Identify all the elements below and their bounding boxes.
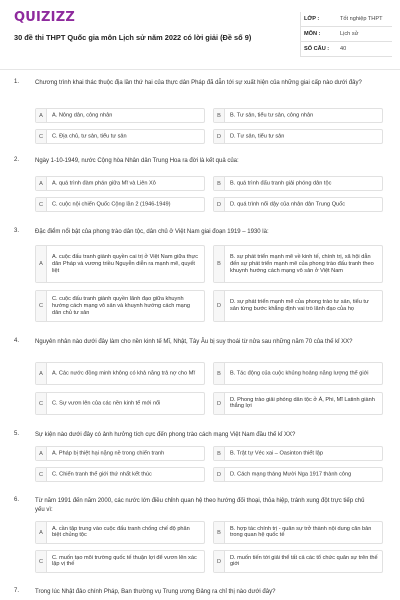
option-c[interactable] — [35, 550, 205, 573]
option-letter: B — [214, 109, 225, 122]
option-letter: B — [214, 522, 225, 543]
option-letter: B — [214, 363, 225, 384]
option-letter: C — [36, 130, 47, 143]
option-letter: D — [214, 198, 225, 211]
logo-text: QUIZIZZ — [14, 9, 75, 25]
document-title: 30 đề thi THPT Quốc gia môn Lịch sử năm 2022 có lời giải (Đề số 9) — [14, 33, 252, 42]
meta-divider — [300, 12, 301, 57]
option-c[interactable] — [35, 392, 205, 415]
question-number: 3. — [14, 228, 20, 234]
option-letter: B — [214, 246, 225, 282]
meta-row-subject — [300, 27, 392, 42]
option-b[interactable] — [213, 176, 383, 191]
question-number: 1. — [14, 79, 20, 85]
option-text: A. cần tập trung vào cuộc đấu tranh chống chế độ phân biệt chủng tộc — [52, 525, 190, 539]
option-text: D. Phong trào giải phóng dân tộc ở Á, Phi, Mĩ Latinh giành thắng lợi — [230, 396, 375, 410]
option-text: A. Các nước đồng minh không có khả năng trả nợ cho Mĩ — [52, 370, 195, 377]
option-text: A. quá trình đàm phán giữa Mĩ và Liên Xô — [52, 180, 156, 187]
option-c[interactable] — [35, 197, 205, 212]
question-text: Đặc điểm nổi bật của phong trào dân tộc, dân chủ ở Việt Nam giai đoạn 1919 – 1930 là: — [35, 229, 269, 235]
option-d[interactable] — [213, 550, 383, 573]
option-text: A. Pháp bị thiệt hại nặng nề trong chiến tranh — [52, 450, 165, 457]
quizizz-logo — [14, 10, 75, 24]
option-b[interactable] — [213, 108, 383, 123]
subject-label: MÔN : — [304, 31, 321, 37]
option-letter: D — [214, 468, 225, 481]
option-letter: A — [36, 447, 47, 460]
page-header — [0, 0, 400, 66]
option-text: B. Tác động của cuộc khủng hoảng năng lượng thế giới — [230, 370, 369, 377]
option-letter: D — [214, 291, 225, 321]
option-letter: C — [36, 551, 47, 572]
option-d[interactable] — [213, 129, 383, 144]
option-text: C. Sự vươn lên của các nền kinh tế mới nổi — [52, 400, 161, 407]
option-text: B. quá trình đấu tranh giải phóng dân tộc — [230, 180, 332, 187]
option-text: B. Tư sản, tiểu tư sản, công nhân — [230, 112, 314, 119]
question-text: Từ năm 1991 đến năm 2000, các nước lớn điều chỉnh quan hệ theo hướng đối thoại, thỏa hiệp, tránh xung đột trực tiếp chủ yếu vì: — [35, 498, 365, 513]
option-text: D. Cách mạng tháng Mười Nga 1917 thành công — [230, 471, 352, 478]
question-text: Nguyên nhân nào dưới đây làm cho nền kinh tế Mĩ, Nhật, Tây Âu bị suy thoái từ nửa sau những năm 70 của thế kỉ XX? — [35, 339, 353, 345]
option-letter: B — [214, 177, 225, 190]
question-number: 6. — [14, 497, 20, 503]
option-a[interactable] — [35, 245, 205, 283]
option-letter: D — [214, 393, 225, 414]
subject-value: Lịch sử — [340, 31, 359, 37]
option-d[interactable] — [213, 392, 383, 415]
meta-row-class — [300, 12, 392, 27]
option-text: D. sự phát triển mạnh mẽ của phong trào tư sản, tiểu tư sản từng bước khẳng định vai trò lãnh đạo của họ — [230, 299, 369, 312]
option-a[interactable] — [35, 362, 205, 385]
option-text: B. sự phát triển mạnh mẽ về kinh tế, chính trị, xã hội dẫn đến sự phát triển mạnh mẽ của phong trào đấu tranh theo khuynh hướng cách mạng vô sản ở Việt Nam — [230, 253, 374, 274]
class-label: LỚP : — [304, 16, 320, 22]
option-letter: A — [36, 363, 47, 384]
question-text: Chương trình khai thác thuộc địa lần thứ hai của thực dân Pháp đã dẫn tới sự xuất hiện của những giai cấp nào dưới đây? — [35, 80, 362, 86]
option-text: C. cuộc nội chiến Quốc Cộng lần 2 (1946-1949) — [52, 201, 171, 208]
option-letter: A — [36, 522, 47, 543]
option-a[interactable] — [35, 108, 205, 123]
meta-table — [300, 12, 392, 57]
option-letter: B — [214, 447, 225, 460]
option-d[interactable] — [213, 197, 383, 212]
option-letter: C — [36, 393, 47, 414]
option-letter: C — [36, 468, 47, 481]
option-letter: C — [36, 291, 47, 321]
option-text: D. muốn tiến tới giải thể tất cả các tổ chức quân sự trên thế giới — [230, 554, 378, 568]
header-divider — [0, 69, 400, 70]
option-letter: A — [36, 109, 47, 122]
option-c[interactable] — [35, 129, 205, 144]
option-text: D. quá trình nổi dậy của nhân dân Trung Quốc — [230, 201, 346, 208]
option-c[interactable] — [35, 290, 205, 322]
option-text: D. Tư sản, tiểu tư sản — [230, 133, 285, 140]
question-number: 7. — [14, 588, 20, 594]
option-c[interactable] — [35, 467, 205, 482]
option-d[interactable] — [213, 290, 383, 322]
option-letter: A — [36, 177, 47, 190]
option-text: A. cuộc đấu tranh giành quyền cai trị ở Việt Nam giữa thực dân Pháp và vương triều Nguyễn diễn ra mạnh mẽ, quyết liệt — [52, 253, 199, 274]
option-letter: C — [36, 198, 47, 211]
option-a[interactable] — [35, 176, 205, 191]
option-a[interactable] — [35, 521, 205, 544]
option-b[interactable] — [213, 245, 383, 283]
option-letter: A — [36, 246, 47, 282]
question-number: 4. — [14, 338, 20, 344]
option-text: C. Địa chủ, tư sản, tiểu tư sản — [52, 133, 127, 140]
option-text: A. Nông dân, công nhân — [52, 112, 113, 119]
option-d[interactable] — [213, 467, 383, 482]
question-text: Sự kiện nào dưới đây có ảnh hưởng tích cực đến phong trào cách mạng Việt Nam đầu thế kỉ XX? — [35, 432, 296, 438]
option-text: C. cuộc đấu tranh giành quyền lãnh đạo giữa khuynh hướng cách mạng vô sản và khuynh hướng cách mạng dân chủ tư sản — [52, 295, 190, 316]
option-text: C. muốn tạo môi trường quốc tế thuận lợi để vươn lên xác lập vị thế — [52, 554, 197, 568]
option-b[interactable] — [213, 446, 383, 461]
question-text: Trong lúc Nhật đảo chính Pháp, Ban thường vụ Trung ương Đảng ra chỉ thị nào dưới đây? — [35, 589, 276, 595]
option-letter: D — [214, 130, 225, 143]
option-letter: D — [214, 551, 225, 572]
option-text: B. hợp tác chính trị - quân sự trở thành nội dung căn bản trong quan hệ quốc tế — [230, 525, 372, 539]
option-b[interactable] — [213, 362, 383, 385]
option-b[interactable] — [213, 521, 383, 544]
option-text: B. Trật tự Véc xai – Oasinton thiết lập — [230, 450, 323, 457]
count-value: 40 — [340, 46, 347, 52]
question-text: Ngày 1-10-1949, nước Cộng hòa Nhân dân Trung Hoa ra đời là kết quả của: — [35, 158, 239, 164]
count-label: SỐ CÂU : — [304, 46, 330, 52]
meta-row-count — [300, 42, 392, 57]
question-number: 2. — [14, 157, 20, 163]
option-text: C. Chiến tranh thế giới thứ nhất kết thúc — [52, 471, 152, 478]
option-a[interactable] — [35, 446, 205, 461]
question-number: 5. — [14, 431, 20, 437]
class-value: Tốt nghiệp THPT — [340, 16, 383, 22]
